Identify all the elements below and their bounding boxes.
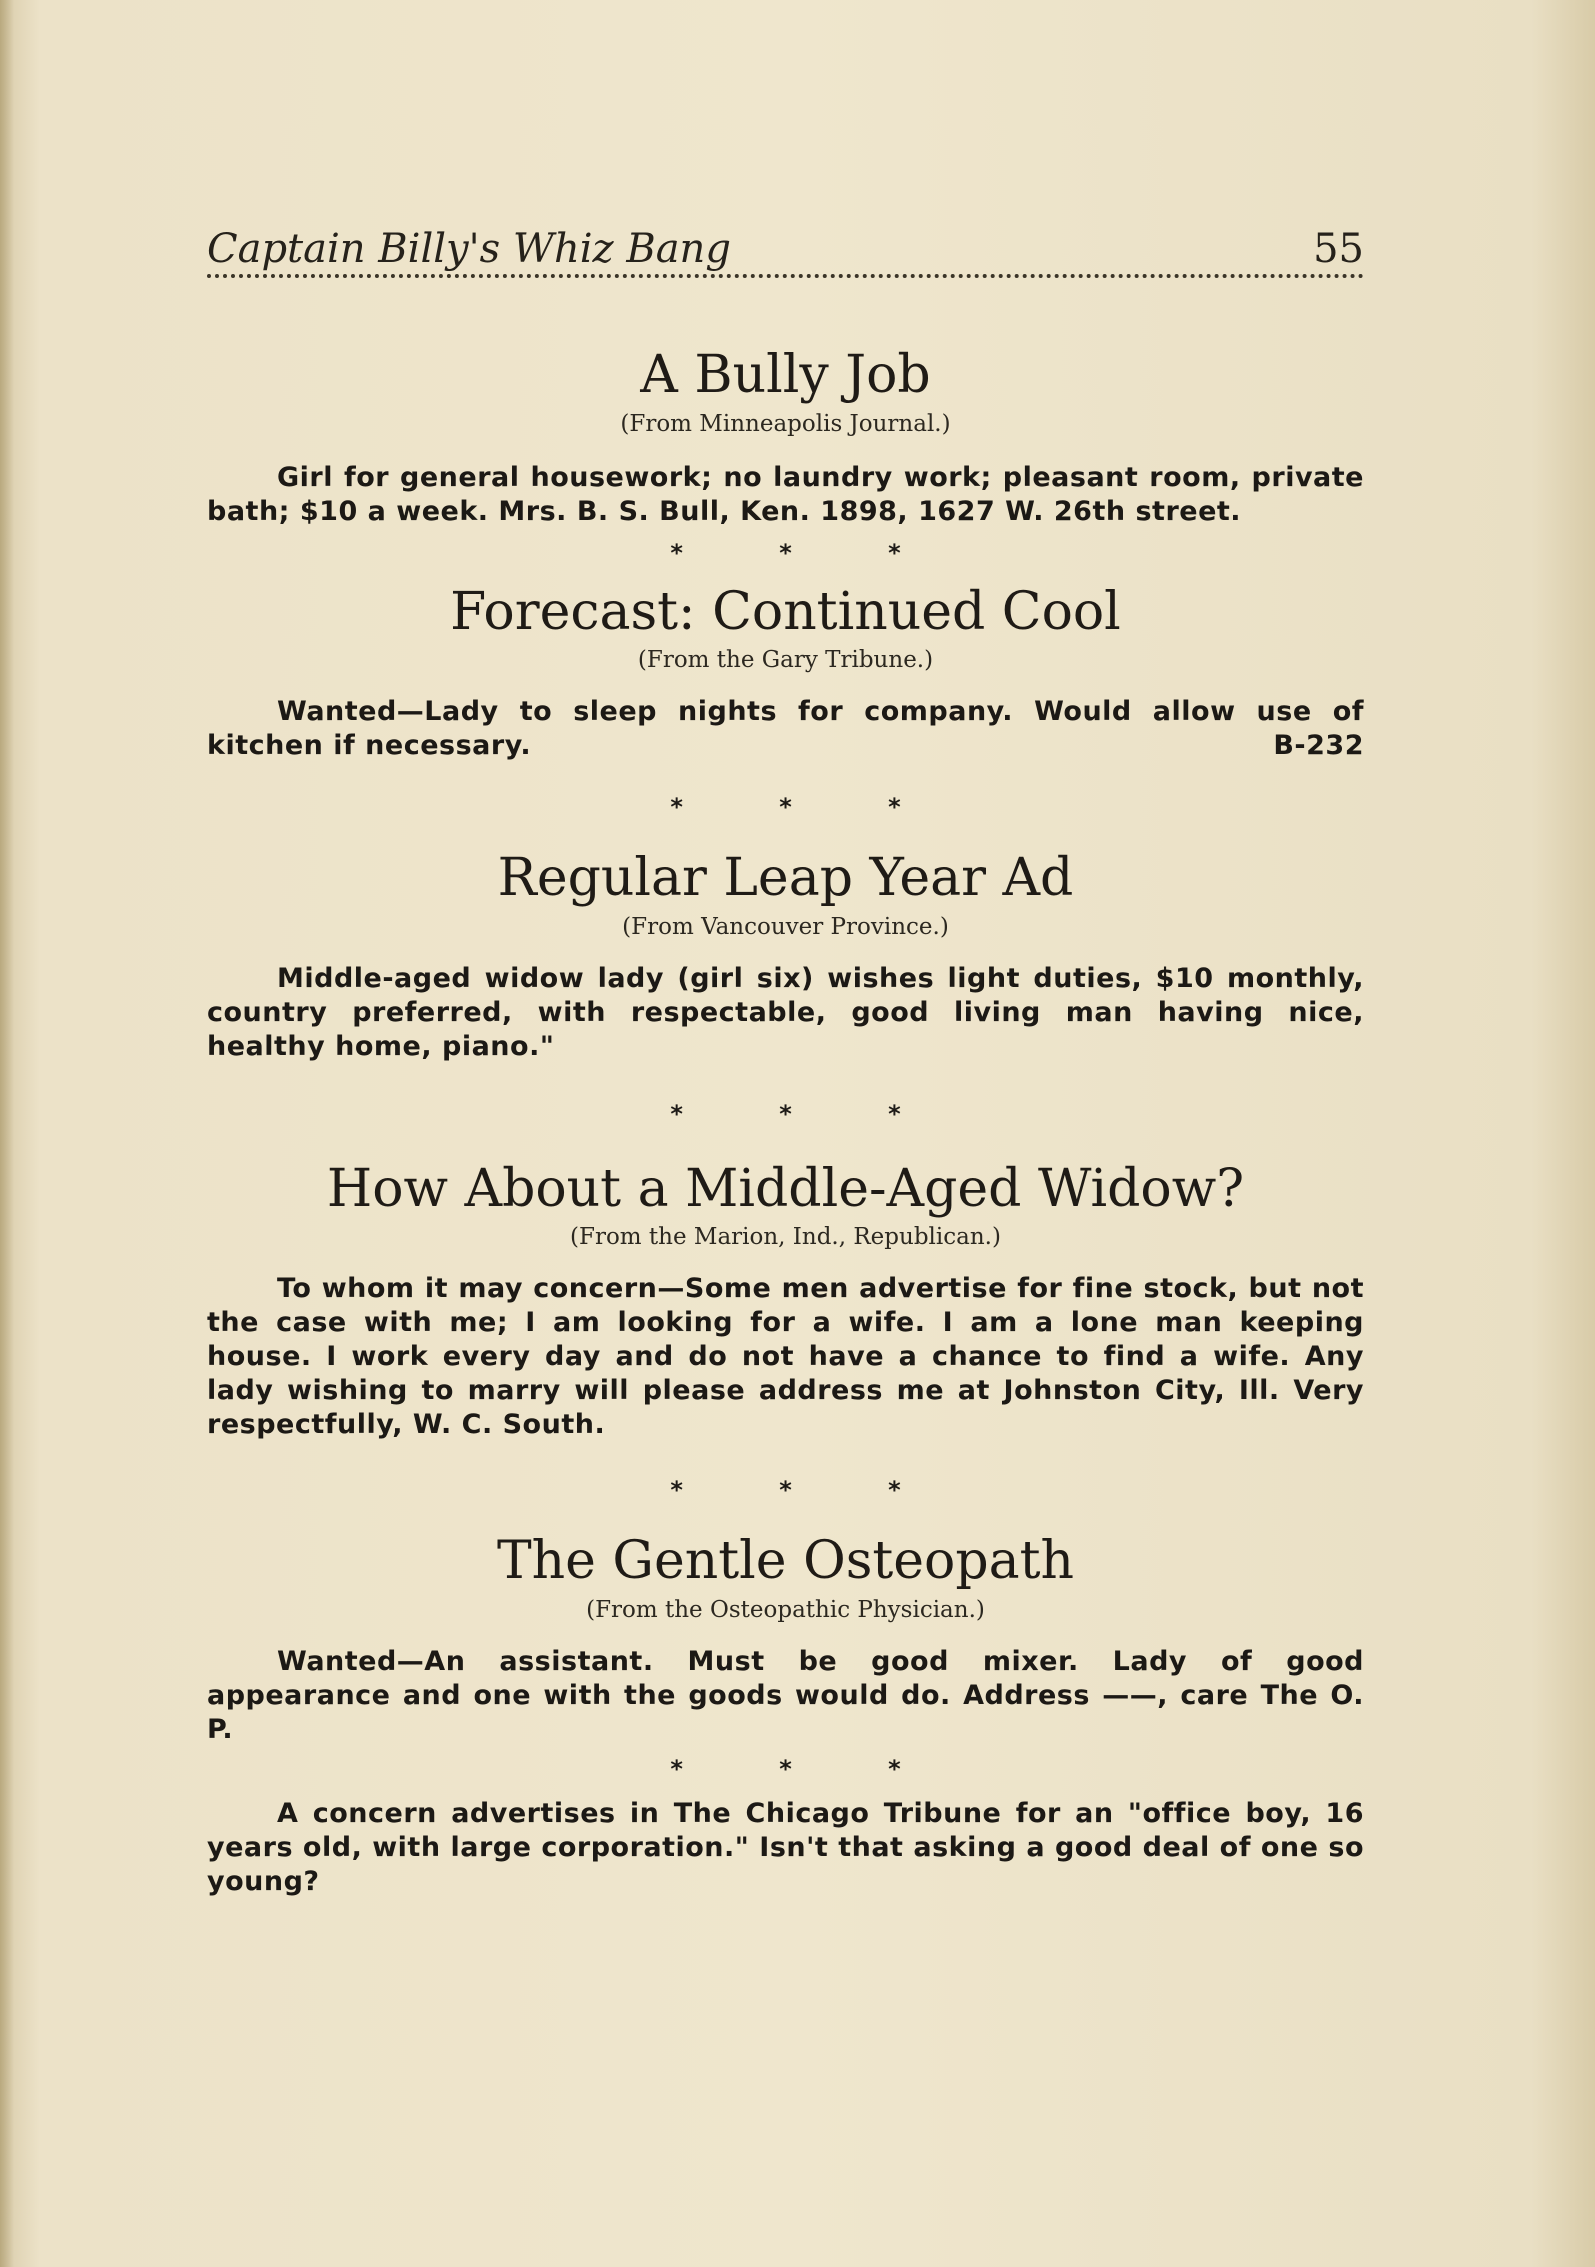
article-title: Forecast: Continued Cool [450,581,1121,642]
page-number: 55 [1313,226,1364,272]
separator: * * * [670,538,945,567]
article-source: (From the Osteopathic Physician.) [586,1596,985,1623]
article-title: The Gentle Osteopath [496,1531,1075,1592]
article-title: How About a Middle-Aged Widow? [326,1158,1245,1219]
running-title: Captain Billy's Whiz Bang [207,226,731,272]
separator: * * * [670,1754,945,1783]
article-widow [207,1158,1364,1443]
article-body: Middle-aged widow lady (girl six) wishes light duties, $10 monthly, country preferred, with respectable, good living man having nice, healthy home, piano." [207,962,1364,1062]
article-body-text: Wanted—Lady to sleep nights for company. Would allow use of kitchen if necessary. [207,696,1364,762]
article-source: (From the Gary Tribune.) [637,647,934,674]
closing-paragraph: A concern advertises in The Chicago Tribune for an "office boy, 16 years old, with large corporation." Isn't that asking a good deal of one so young? [207,1797,1364,1897]
article-title: A Bully Job [640,345,931,405]
article-source: (From the Marion, Ind., Republican.) [570,1224,1001,1251]
article-bully-job [207,345,1364,529]
article-osteopath [207,1531,1364,1747]
running-head [207,210,1364,278]
ad-reference: B-232 [1273,730,1364,762]
article-leap-year [207,848,1364,1064]
article-body: Girl for general housework; no laundry work; pleasant room, private bath; $10 a week. Mrs. B. S. Bull, Ken. 1898, 1627 W. 26th street. [207,461,1364,527]
article-source: (From Vancouver Province.) [622,913,949,940]
article-body: To whom it may concern—Some men advertise for fine stock, but not the case with me; I am looking for a wife. I am a lone man keeping house. I work every day and do not have a chance to find a wife. Any lady wishing to marry will please address me at Johnston City, Ill. Very respectfully, W. C. South. [207,1273,1364,1441]
article-body: Wanted—An assistant. Must be good mixer. Lady of good appearance and one with the goods would do. Address ——, care The O. P. [207,1645,1364,1745]
separator: * * * [670,793,945,822]
page-content [207,210,1364,1899]
article-title: Regular Leap Year Ad [497,848,1074,909]
article-source: (From Minneapolis Journal.) [620,410,951,437]
separator: * * * [670,1099,945,1128]
article-body [207,695,1364,763]
separator: * * * [670,1476,945,1505]
article-forecast [207,581,1364,764]
